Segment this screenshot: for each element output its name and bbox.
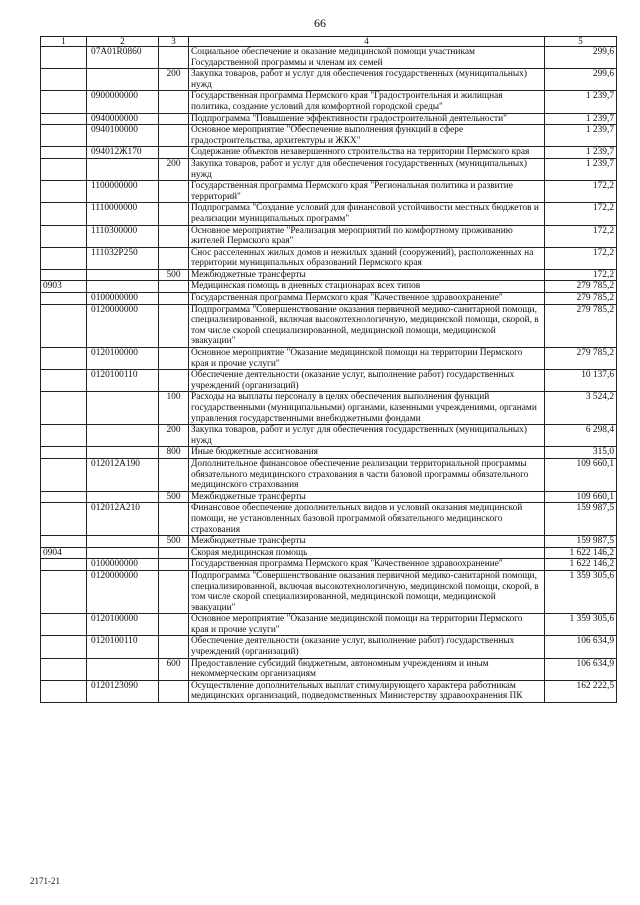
amount-cell: 299,6 [545,47,617,69]
amount-cell: 6 298,4 [545,425,617,447]
target-article-cell: 0120000000 [87,570,159,613]
expense-type-cell [159,91,189,113]
expense-type-cell [159,503,189,536]
expense-type-cell [159,181,189,203]
expense-type-cell [159,247,189,269]
expense-type-cell [159,370,189,392]
section-code-cell [41,69,87,91]
target-article-cell: 0120100110 [87,370,159,392]
amount-cell: 159 987,5 [545,536,617,548]
expense-type-cell [159,348,189,370]
section-code-cell [41,370,87,392]
table-row [41,158,617,180]
amount-cell: 172,2 [545,247,617,269]
section-code-cell [41,658,87,680]
expense-type-cell [159,636,189,658]
amount-cell: 172,2 [545,203,617,225]
description-cell: Межбюджетные трансферты [189,269,545,281]
description-cell: Закупка товаров, работ и услуг для обеспечения государственных (муниципальных) нужд [189,158,545,180]
section-code-cell [41,158,87,180]
description-cell: Подпрограмма "Повышение эффективности градостроительной деятельности" [189,113,545,125]
description-cell: Обеспечение деятельности (оказание услуг, выполнение работ) государственных учреждений (организаций) [189,636,545,658]
target-article-cell: 1110300000 [87,225,159,247]
section-code-cell: 0904 [41,547,87,559]
expense-type-cell [159,293,189,305]
description-cell: Подпрограмма "Совершенствование оказания первичной медико-санитарной помощи, специализированной, включая высокотехнологичную, медицинской помощи, скорой, в том числе скорой специализированной, медицинской помощи, медицинской эвакуации" [189,304,545,347]
table-row [41,680,617,702]
target-article-cell [87,281,159,293]
description-cell: Основное мероприятие "Оказание медицинской помощи на территории Пермского края и прочие услуги" [189,614,545,636]
table-row [41,47,617,69]
description-cell: Осуществление дополнительных выплат стимулирующего характера работникам медицинских организаций, подведомственных Министерству здравоохранения ПК [189,680,545,702]
section-code-cell [41,269,87,281]
target-article-cell [87,491,159,503]
description-cell: Подпрограмма "Создание условий для финансовой устойчивости местных бюджетов и реализации муниципальных программ" [189,203,545,225]
table-row [41,304,617,347]
description-cell: Финансовое обеспечение дополнительных видов и условий оказания медицинской помощи, не установленных базовой программой обязательного медицинского страхования [189,503,545,536]
amount-cell: 279 785,2 [545,348,617,370]
section-code-cell [41,392,87,425]
expense-type-cell: 200 [159,69,189,91]
expense-type-cell [159,113,189,125]
expense-type-cell: 100 [159,392,189,425]
description-cell: Социальное обеспечение и оказание медицинской помощи участникам Государственной программы и членам их семей [189,47,545,69]
section-code-cell [41,247,87,269]
amount-cell: 1 359 305,6 [545,570,617,613]
description-cell: Государственная программа Пермского края "Региональная политика и развитие территорий" [189,181,545,203]
amount-cell: 315,0 [545,447,617,459]
description-cell: Дополнительное финансовое обеспечение реализации территориальной программы обязательного медицинского страхования в части базовой программы обязательного медицинского страхования [189,458,545,491]
target-article-cell: 012012А210 [87,503,159,536]
description-cell: Предоставление субсидий бюджетным, автономным учреждениям и иным некоммерческим организациям [189,658,545,680]
table-row [41,614,617,636]
description-cell: Обеспечение деятельности (оказание услуг, выполнение работ) государственных учреждений (организаций) [189,370,545,392]
table-row [41,447,617,459]
table-row [41,147,617,159]
amount-cell: 106 634,9 [545,658,617,680]
section-code-cell: 0903 [41,281,87,293]
section-code-cell [41,348,87,370]
amount-cell: 109 660,1 [545,491,617,503]
amount-cell: 1 622 146,2 [545,547,617,559]
expense-type-cell: 500 [159,491,189,503]
table-row [41,425,617,447]
target-article-cell: 0120000000 [87,304,159,347]
table-row [41,125,617,147]
header-cell-5: 5 [545,37,617,47]
table-row [41,636,617,658]
expense-type-cell [159,559,189,571]
expense-type-cell: 200 [159,158,189,180]
target-article-cell: 0120100000 [87,614,159,636]
table-row [41,113,617,125]
target-article-cell [87,392,159,425]
amount-cell: 1 239,7 [545,147,617,159]
section-code-cell [41,447,87,459]
table-row [41,536,617,548]
table-row [41,392,617,425]
table-row [41,293,617,305]
section-code-cell [41,147,87,159]
description-cell: Снос расселенных жилых домов и нежилых зданий (сооружений), расположенных на территории муниципальных образований Пермского края [189,247,545,269]
table-header-row [41,37,617,47]
description-cell: Основное мероприятие "Реализация мероприятий по комфортному проживанию жителей Пермского края" [189,225,545,247]
amount-cell: 279 785,2 [545,304,617,347]
expense-type-cell [159,458,189,491]
amount-cell: 1 239,7 [545,158,617,180]
section-code-cell [41,636,87,658]
table-row [41,281,617,293]
table-row [41,181,617,203]
table-row [41,370,617,392]
header-cell-3: 3 [159,37,189,47]
table-row [41,491,617,503]
description-cell: Медицинская помощь в дневных стационарах всех типов [189,281,545,293]
amount-cell: 106 634,9 [545,636,617,658]
target-article-cell: 012012А190 [87,458,159,491]
description-cell: Государственная программа Пермского края "Качественное здравоохранение" [189,559,545,571]
target-article-cell: 0940100000 [87,125,159,147]
header-cell-4: 4 [189,37,545,47]
section-code-cell [41,614,87,636]
section-code-cell [41,203,87,225]
section-code-cell [41,458,87,491]
section-code-cell [41,293,87,305]
expense-type-cell: 600 [159,658,189,680]
amount-cell: 1 622 146,2 [545,559,617,571]
section-code-cell [41,536,87,548]
section-code-cell [41,113,87,125]
header-cell-1: 1 [41,37,87,47]
expense-type-cell [159,47,189,69]
target-article-cell: 0100000000 [87,293,159,305]
amount-cell: 299,6 [545,69,617,91]
target-article-cell: 1100000000 [87,181,159,203]
table-row [41,503,617,536]
expense-type-cell [159,147,189,159]
amount-cell: 1 239,7 [545,125,617,147]
target-article-cell [87,269,159,281]
amount-cell: 1 239,7 [545,91,617,113]
budget-table [40,36,617,703]
description-cell: Государственная программа Пермского края "Градостроительная и жилищная политика, создание условий для комфортной городской среды" [189,91,545,113]
target-article-cell [87,69,159,91]
description-cell: Основное мероприятие "Оказание медицинской помощи на территории Пермского края и прочие услуги" [189,348,545,370]
amount-cell: 279 785,2 [545,281,617,293]
section-code-cell [41,491,87,503]
amount-cell: 109 660,1 [545,458,617,491]
table-row [41,348,617,370]
target-article-cell [87,536,159,548]
amount-cell: 172,2 [545,181,617,203]
amount-cell: 1 359 305,6 [545,614,617,636]
target-article-cell: 1110000000 [87,203,159,225]
table-row [41,91,617,113]
table-row [41,69,617,91]
description-cell: Межбюджетные трансферты [189,491,545,503]
table-row [41,570,617,613]
table-row [41,269,617,281]
amount-cell: 159 987,5 [545,503,617,536]
table-row [41,547,617,559]
target-article-cell: 0120100110 [87,636,159,658]
expense-type-cell [159,304,189,347]
target-article-cell: 0120100000 [87,348,159,370]
target-article-cell [87,547,159,559]
amount-cell: 3 524,2 [545,392,617,425]
amount-cell: 172,2 [545,269,617,281]
target-article-cell: 0120123090 [87,680,159,702]
section-code-cell [41,47,87,69]
expense-type-cell: 800 [159,447,189,459]
target-article-cell [87,158,159,180]
table-row [41,458,617,491]
table-row [41,225,617,247]
description-cell: Основное мероприятие "Обеспечение выполнения функций в сфере градостроительства, архитектуры и ЖКХ" [189,125,545,147]
section-code-cell [41,181,87,203]
target-article-cell: 0940000000 [87,113,159,125]
description-cell: Расходы на выплаты персоналу в целях обеспечения выполнения функций государственными (муниципальными) органами, казенными учреждениями, органами управления государственными внебюджетными фондами [189,392,545,425]
target-article-cell [87,658,159,680]
section-code-cell [41,680,87,702]
target-article-cell [87,425,159,447]
section-code-cell [41,559,87,571]
description-cell: Скорая медицинская помощь [189,547,545,559]
target-article-cell: 111032Р250 [87,247,159,269]
table-row [41,658,617,680]
description-cell: Иные бюджетные ассигнования [189,447,545,459]
section-code-cell [41,125,87,147]
description-cell: Подпрограмма "Совершенствование оказания первичной медико-санитарной помощи, специализированной, включая высокотехнологичную, медицинской помощи, скорой, в том числе скорой специализированной, медицинской помощи, медицинской эвакуации" [189,570,545,613]
document-code: 2171-21 [30,876,60,886]
expense-type-cell [159,614,189,636]
amount-cell: 10 137,6 [545,370,617,392]
section-code-cell [41,91,87,113]
section-code-cell [41,503,87,536]
target-article-cell: 0100000000 [87,559,159,571]
description-cell: Закупка товаров, работ и услуг для обеспечения государственных (муниципальных) нужд [189,69,545,91]
section-code-cell [41,570,87,613]
page-number: 66 [314,16,326,30]
expense-type-cell [159,680,189,702]
target-article-cell: 07А01R0860 [87,47,159,69]
header-cell-2: 2 [87,37,159,47]
description-cell: Государственная программа Пермского края "Качественное здравоохранение" [189,293,545,305]
expense-type-cell [159,225,189,247]
table-row [41,247,617,269]
expense-type-cell: 200 [159,425,189,447]
table-row [41,559,617,571]
section-code-cell [41,225,87,247]
table-row [41,203,617,225]
expense-type-cell [159,547,189,559]
section-code-cell [41,425,87,447]
amount-cell: 279 785,2 [545,293,617,305]
target-article-cell: 0900000000 [87,91,159,113]
description-cell: Межбюджетные трансферты [189,536,545,548]
description-cell: Закупка товаров, работ и услуг для обеспечения государственных (муниципальных) нужд [189,425,545,447]
amount-cell: 162 222,5 [545,680,617,702]
expense-type-cell [159,125,189,147]
section-code-cell [41,304,87,347]
description-cell: Содержание объектов незавершенного строительства на территории Пермского края [189,147,545,159]
target-article-cell [87,447,159,459]
expense-type-cell [159,281,189,293]
expense-type-cell: 500 [159,536,189,548]
expense-type-cell: 500 [159,269,189,281]
target-article-cell: 094012Ж170 [87,147,159,159]
expense-type-cell [159,570,189,613]
amount-cell: 172,2 [545,225,617,247]
amount-cell: 1 239,7 [545,113,617,125]
expense-type-cell [159,203,189,225]
